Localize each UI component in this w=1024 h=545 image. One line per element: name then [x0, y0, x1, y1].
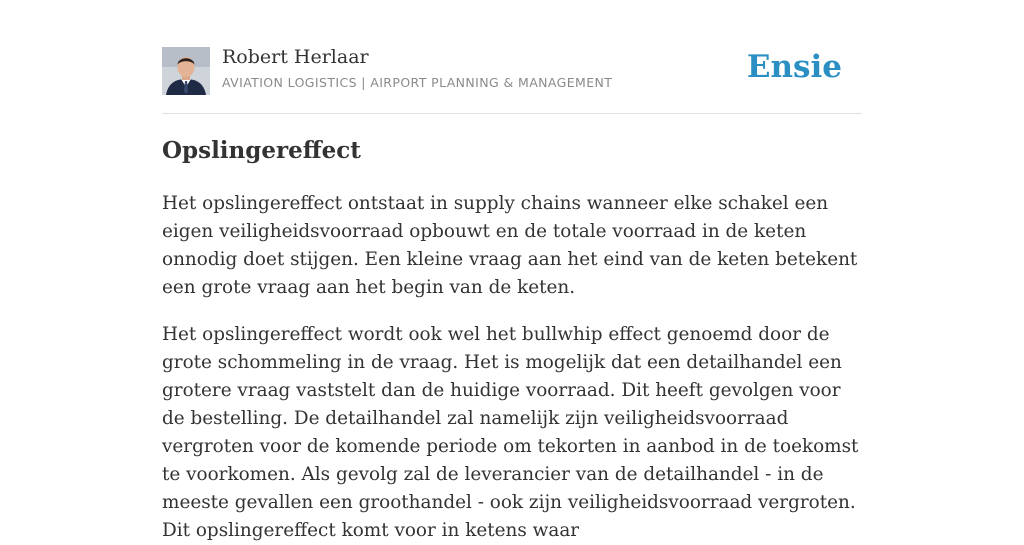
page-container	[162, 0, 862, 541]
ensie-logo[interactable]: Ensie	[746, 49, 842, 85]
article-paragraph-1: Het opslingereffect ontstaat in supply chains wanneer elke schakel een eigen veiligheidsvoorraad opbouwt en de totale voorraad in de keten onnodig doet stijgen. Een kleine vraag aan het eind van de keten betekent een grote vraag aan het begin van de keten.	[162, 193, 858, 298]
article-paragraph-2: Het opslingereffect wordt ook wel het bullwhip effect genoemd door de grote schommeling in de vraag. Het is mogelijk dat een detailhandel een grotere vraag vaststelt dan de huidige voorraad. Dit heeft gevolgen voor de bestelling. De detailhandel zal namelijk zijn veiligheidsvoorraad vergroten voor de komende periode om tekorten in aanbod in de toekomst te voorkomen. Als gevolg zal de leverancier van de detailhandel - in de meeste gevallen een groothandel - ook zijn veiligheidsvoorraad vergroten. Dit opslingereffect komt voor in ketens waar	[162, 324, 859, 541]
author-header	[162, 0, 862, 114]
person-portrait-icon	[162, 47, 210, 95]
author-name[interactable]: Robert Herlaar	[222, 46, 369, 68]
author-avatar[interactable]	[162, 47, 210, 95]
author-tagline: AVIATION LOGISTICS | AIRPORT PLANNING & MANAGEMENT	[222, 75, 613, 90]
article-title: Opslingereffect	[162, 137, 361, 164]
